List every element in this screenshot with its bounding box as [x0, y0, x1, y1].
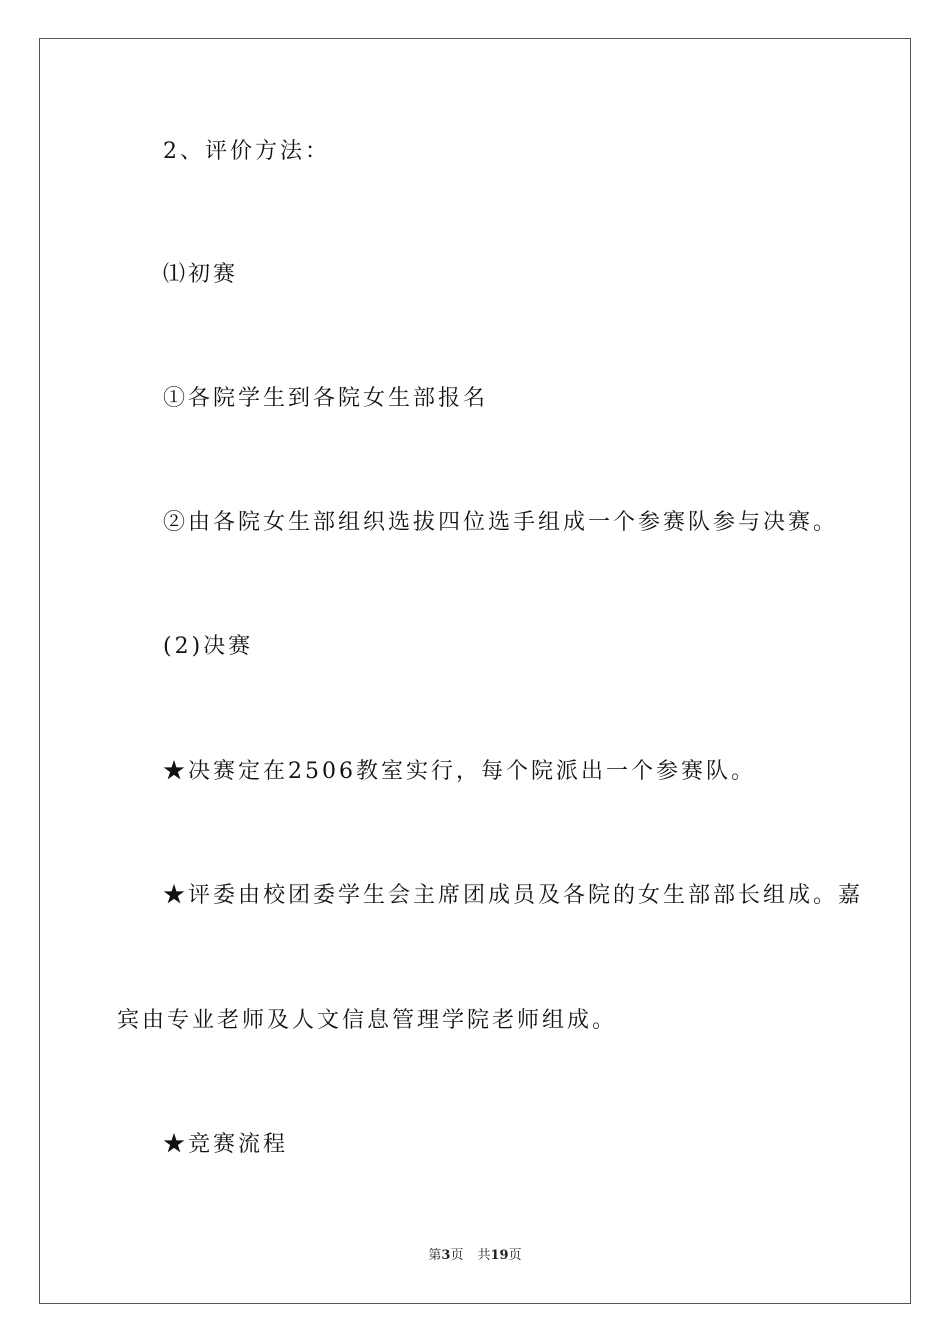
footer-page-number: 3 — [441, 1248, 451, 1263]
footer-page-prefix: 第 — [428, 1248, 442, 1263]
bullet-final-venue: ★决赛定在2506教室实行，每个院派出一个参赛队。 — [163, 759, 756, 784]
bullet-competition-flow: ★竞赛流程 — [163, 1132, 289, 1157]
page-footer — [0, 1247, 950, 1265]
heading-evaluation-method: 2、评价方法： — [163, 139, 330, 164]
subheading-final: (2)决赛 — [163, 634, 254, 659]
page-frame — [39, 38, 911, 1304]
footer-total-suffix: 页 — [508, 1248, 522, 1263]
footer-total-prefix: 共 — [477, 1248, 491, 1263]
footer-page-suffix: 页 — [450, 1248, 464, 1263]
bullet-judges-continued: 宾由专业老师及人文信息管理学院老师组成。 — [117, 1008, 618, 1033]
subheading-preliminary: ⑴初赛 — [163, 262, 239, 287]
list-item-registration: ①各院学生到各院女生部报名 — [163, 386, 489, 411]
bullet-judges: ★评委由校团委学生会主席团成员及各院的女生部部长组成。嘉 — [163, 883, 864, 908]
footer-total-pages: 19 — [490, 1248, 509, 1263]
list-item-selection: ②由各院女生部组织选拔四位选手组成一个参赛队参与决赛。 — [163, 510, 839, 535]
